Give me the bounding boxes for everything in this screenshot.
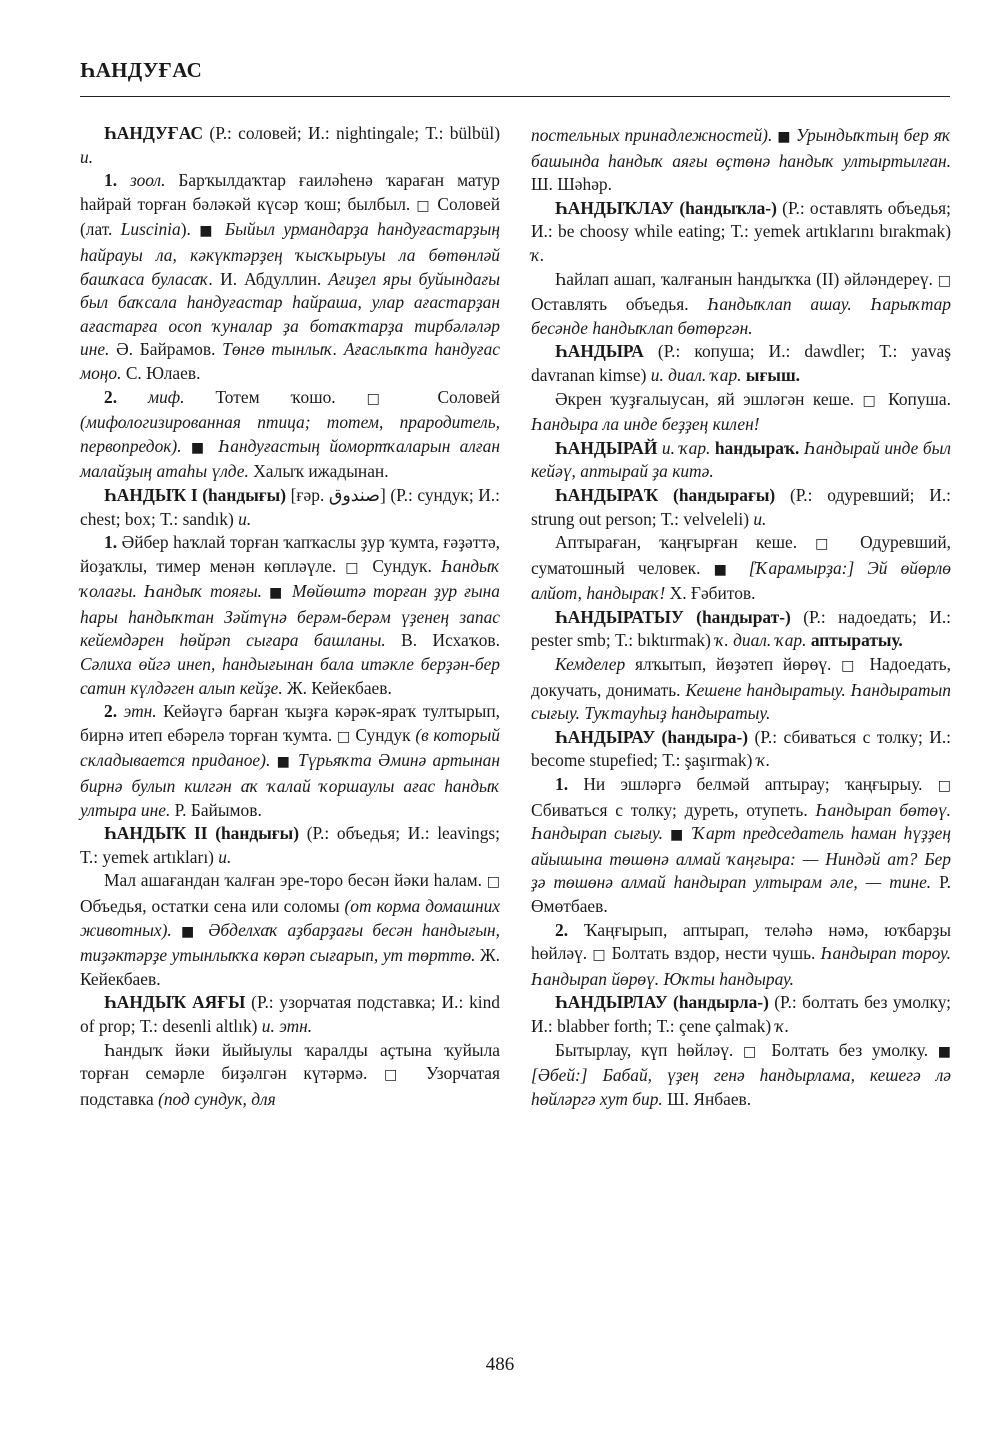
translation-marker-icon: □ — [383, 1067, 410, 1084]
example-marker-icon: ■ — [276, 754, 292, 771]
running-head: ҺАНДУҒАС — [80, 58, 203, 82]
sense — [531, 268, 951, 341]
example: Ағиҙел яры буйындағы был баҡсала һандуғастар һайраша, улар ағастарҙан ағастарға осоп ҡуналар ҙа ботаҡтарҙа тирбәләләр ине. — [80, 268, 500, 360]
definition: Барҡылдаҡтар ғаиләһенә ҡараған матур һайрай торған бәләкәй күсәр ҡош; былбыл. — [80, 170, 500, 214]
phrase: Кешене һандыратыу. Һандыратып сығыу. Туҡтауһыҙ һандыратыу. — [531, 679, 951, 724]
example: Сәлиха өйгә инеп, һандығынан бала итәкле берҙән-бер сатин күлдәген алып кейҙе. — [80, 654, 500, 698]
headword: ҺАНДУҒАС — [104, 123, 204, 143]
part-of-speech: ҡ. — [775, 1015, 790, 1036]
translation: Сундук — [350, 724, 416, 745]
header-rule — [80, 96, 950, 97]
example: Әбделхаҡ аҙбарҙағы бесән һандығын, тиҙәктәрҙе утынлыҡҡа көрәп сығарып, ут төрттө. — [80, 919, 501, 966]
translation-marker-icon: □ — [366, 390, 407, 407]
sense-number: 2. — [104, 701, 124, 722]
example-marker-icon: ■ — [670, 827, 686, 844]
definition: Әкрен ҡуҙғалыусан, яй эшләгән кеше. — [555, 388, 863, 409]
page-number: 486 — [485, 1354, 515, 1375]
translation-end: ). — [180, 219, 200, 240]
translation-note: (мифологизированная птица; тотем, прародитель, первопредок). — [80, 412, 500, 456]
headword: ҺАНДЫҠ I (һандығы) — [104, 484, 287, 505]
gloss: (Р.: объедья; И.: leavings; Т.: yemek artıkları) — [80, 823, 500, 867]
definition: Мал ашағандан ҡалған эре-торо бесән йәки һалам. — [104, 870, 487, 891]
translation-marker-icon: □ — [815, 536, 843, 553]
sense — [80, 531, 500, 700]
right-column — [531, 124, 951, 1111]
translation: Узорчатая подставка — [80, 1063, 501, 1109]
cross-reference: аптыратыу. — [806, 630, 903, 651]
sense — [531, 1039, 951, 1112]
translation: Одуревший, суматошный человек. — [531, 532, 951, 578]
source: Х. Ғәбитов. — [665, 583, 756, 604]
example: Урындыҡтың бер яҡ башында һандыҡ аяғы өҫтөнә һандыҡ ултыртылған. — [531, 125, 951, 171]
headword: ҺАНДЫРАЙ — [555, 437, 658, 458]
part-of-speech: и. — [238, 508, 252, 529]
translation-marker-icon: □ — [336, 728, 351, 745]
translation-marker-icon: □ — [592, 947, 607, 964]
part-of-speech: и. — [80, 146, 94, 167]
phrase: Һандыра ла инде беҙҙең килен! — [531, 414, 760, 435]
sense — [531, 919, 951, 992]
definition-object: Кемделер — [555, 654, 626, 675]
translation: Копуша. — [879, 388, 951, 409]
definition: Ни эшләргә белмәй аптырау; ҡаңғырыу. — [583, 774, 938, 795]
source: Халыҡ ижадынан. — [248, 461, 389, 482]
translation: Болтать вздор, нести чушь. — [606, 943, 821, 964]
headword: ҺАНДЫРАУ (һандыра-) — [555, 726, 749, 747]
dictionary-entry — [80, 822, 500, 869]
translation: Соловей — [406, 386, 501, 407]
headword: ҺАНДЫРАҠ (һандырағы) — [555, 484, 776, 505]
part-of-speech: ҡ. — [531, 244, 545, 265]
sense-number: 2. — [555, 919, 584, 940]
sense — [80, 1039, 500, 1112]
domain-label: этн. — [123, 701, 157, 722]
gloss: (Р.: соловей; И.: nightingale; Т.: bülbül) — [203, 123, 500, 143]
source: Ж. Кейекбаев. — [282, 677, 392, 698]
part-of-speech: и. этн. — [261, 1015, 313, 1036]
source: С. Юлаев. — [121, 362, 201, 383]
sense-continuation — [531, 124, 951, 197]
headword: ҺАНДЫРЛАУ (һандырла-) — [555, 992, 769, 1013]
example: Төнгө тынлыҡ. Ағаслыҡта һандуғас моңо. — [80, 339, 500, 383]
translation: Объедья, остатки сена или соломы — [80, 896, 345, 916]
definition: Ҡаңғырып, аптырап, теләһә нәмә, юҡбарҙы һөйләү. — [531, 919, 952, 964]
part-of-speech: ҡ. диал. ҡар. — [715, 630, 807, 651]
translation-marker-icon: □ — [862, 392, 880, 409]
definition: Кейәүгә барған ҡыҙға кәрәк-яраҡ тултырып, бирнә итеп ебәрелә торған ҡумта. — [80, 701, 501, 745]
sense — [80, 700, 500, 822]
definition: Һайлап ашап, ҡалғанын һандыҡҡа (II) әйләндереү. — [555, 268, 938, 289]
example-marker-icon: ■ — [190, 439, 210, 456]
definition: Әйбер һаҡлай торған ҡапҡаслы ҙур ҡумта, ғәҙәттә, йоҙаҡлы, тимер менән көпләүле. — [80, 532, 501, 576]
example: Һандуғастың йомортҡаларын алған малайҙың атаһы үлде. — [80, 435, 500, 482]
dictionary-entry — [80, 484, 500, 531]
translation: Соловей (лат. — [80, 193, 501, 240]
translation-note: постельных принадлежностей). — [531, 125, 773, 145]
gloss: (Р.: узорчатая подставка; И.: kind of prop; Т.: desenli altlık) — [80, 992, 500, 1036]
translation-marker-icon: □ — [416, 197, 432, 214]
domain-label: миф. — [148, 386, 185, 407]
sense-number: 2. — [104, 386, 149, 407]
definition: Аптыраған, ҡаңғырған кеше. — [555, 532, 816, 553]
latin-name: Luscinia — [120, 219, 181, 240]
example: Түрьяҡта Әминә артынан бирнә булып килгән аҡ ҡалай ҡоршаулы ағас һандыҡ ултыра ине. — [80, 750, 500, 820]
headword: ҺАНДЫҠ II (һандығы) — [104, 823, 300, 844]
sense — [80, 169, 500, 385]
example: Ҡарт председатель һаман һүҙҙең айышына төшөнә алмай ҡаңғыра: — Ниндәй ат? Бер ҙә төшөнә алмай һандырап ултырам әле, — тине. — [531, 823, 951, 893]
translation: Оставлять объедья. — [531, 294, 708, 315]
translation-marker-icon: □ — [841, 658, 860, 675]
sense — [531, 388, 951, 437]
dictionary-entry — [80, 122, 500, 169]
source: Р. Өмөтбаев. — [531, 872, 951, 916]
definition: Бытырлау, күп һөйләү. — [555, 1039, 743, 1060]
cross-reference: ығыш. — [741, 364, 800, 385]
translation-note: (под сундук, для — [158, 1088, 276, 1109]
translation: Сбиваться с толку; дуреть, отупеть. — [531, 799, 816, 820]
example: [Ҡарамырҙа:] Эй өйөрлө алйот, һандыраҡ! — [531, 557, 951, 604]
source: Ш. Янбаев. — [662, 1088, 752, 1109]
source: Р. Байымов. — [170, 799, 262, 820]
dictionary-entry — [531, 197, 951, 268]
translation-note: (от корма домашних животных). — [80, 896, 500, 940]
translation-marker-icon: □ — [486, 874, 500, 891]
example-marker-icon: ■ — [937, 1043, 952, 1060]
source: Ж. Кейекбаев. — [80, 945, 500, 989]
sense — [531, 773, 951, 919]
sense — [80, 869, 500, 991]
dictionary-entry — [80, 991, 500, 1038]
example-marker-icon: ■ — [180, 923, 200, 940]
headword: ҺАНДЫРАТЫУ (һандырат-) — [555, 606, 791, 627]
phrase: Һандыҡ ҡолағы. Һандыҡ тояғы. — [80, 555, 500, 602]
gloss: (Р.: сундук; И.: chest; box; Т.: sandık) — [80, 484, 500, 529]
source: Ш. Шәһәр. — [531, 174, 612, 195]
gloss: (Р.: болтать без умолку; И.: blabber forth; Т.: çene çalmak) — [531, 992, 951, 1036]
translation: Болтать без умолку. — [761, 1039, 938, 1060]
example-marker-icon: ■ — [199, 223, 217, 240]
part-of-speech: и. диал. ҡар. — [650, 364, 742, 385]
example-marker-icon: ■ — [777, 129, 792, 145]
definition: Тотем ҡошо. — [184, 386, 367, 407]
example: Быйыл урмандарҙа һандуғастарҙың һайрауы ла, кәкүктәрҙең ҡысҡырыуы ла бөтөнләй башҡаса буласаҡ. — [80, 219, 500, 289]
phrase: Һандыҡлап ашау. Һарыҡтар бесәнде һандыҡлап бөтөргән. — [531, 294, 951, 338]
part-of-speech: и. — [218, 846, 232, 867]
phrase: Һандырап тороу. Һандырап йөрөү. Юҡты һандырау. — [531, 943, 951, 989]
dictionary-entry — [531, 991, 951, 1038]
translation: Сундук. — [363, 555, 441, 576]
translation: Надоедать, докучать, донимать. — [531, 654, 951, 700]
source: В. Исхаҡов. — [385, 630, 500, 651]
translation-marker-icon: □ — [345, 559, 364, 576]
headword: ҺАНДЫРА — [555, 341, 644, 362]
etymology: [ғәр. صندوق] — [286, 484, 391, 505]
dictionary-entry — [531, 484, 951, 531]
source: И. Абдуллин. — [213, 268, 329, 289]
part-of-speech: и. — [753, 508, 767, 529]
part-of-speech: ҡ. — [756, 750, 771, 771]
sense-number: 1. — [104, 170, 131, 191]
gloss: (Р.: одуревший; И.: strung out person; Т.: velveleli) — [531, 484, 951, 529]
translation-marker-icon: □ — [937, 272, 951, 289]
gloss: (Р.: копуша; И.: dawdler; Т.: yavaş davranan kimse) — [531, 341, 951, 385]
sense — [80, 386, 500, 484]
definition: Һандыҡ йәки йыйыулы ҡаралды аҫтына ҡуйыла торған семәрле биҙәлгән күтәрмә. — [80, 1039, 500, 1084]
sense — [531, 653, 951, 726]
gloss: (Р.: сбиваться с толку; И.: become stupefied; Т.: şaşırmak) — [531, 726, 952, 771]
source: Ә. Байрамов. — [109, 339, 223, 360]
dictionary-entry — [531, 340, 951, 387]
example: Мөйөштә торған ҙур ғына һары һандыҡтан Зәйтүнә берәм-берәм үҙенең запас кейемдәрен һөйрәп сығара башланы. — [80, 581, 500, 651]
example-marker-icon: ■ — [713, 561, 736, 578]
headword: ҺАНДЫҠЛАУ (һандыҡла-) — [555, 197, 777, 218]
sense — [531, 531, 951, 606]
translation-marker-icon: □ — [743, 1043, 762, 1060]
dictionary-entry — [531, 606, 951, 653]
headword: ҺАНДЫҠ АЯҒЫ — [104, 992, 246, 1013]
dictionary-entry — [531, 726, 951, 773]
domain-label: зоол. — [130, 170, 166, 191]
translation-marker-icon: □ — [937, 778, 951, 795]
sense-number: 1. — [555, 774, 584, 795]
cross-reference: һандыраҡ. — [710, 437, 800, 458]
gloss: (Р.: надоедать; И.: pester smb; Т.: bıktırmak) — [531, 606, 952, 651]
gloss: (Р.: оставлять объедья; И.: be choosy while eating; Т.: yemek artıklarını bırakmak) — [531, 197, 951, 242]
dictionary-entry — [531, 437, 951, 484]
translation-note: (в который складывается приданое). — [80, 724, 501, 771]
part-of-speech: и. ҡар. — [657, 437, 711, 458]
left-column — [80, 122, 500, 1111]
example: [Әбей:] Бабай, үҙең генә һандырлама, кешегә лә һөйләргә хут бир. — [531, 1065, 951, 1109]
phrase: Һандырап бөтөү. Һандырап сығыу. — [531, 799, 951, 844]
definition: ялҡытып, йөҙәтеп йөрөү. — [625, 654, 842, 675]
example-marker-icon: ■ — [269, 585, 285, 602]
phrase: Һандырай инде был кейәү, аптырай ҙа китә. — [531, 437, 951, 482]
sense-number: 1. — [104, 532, 122, 553]
